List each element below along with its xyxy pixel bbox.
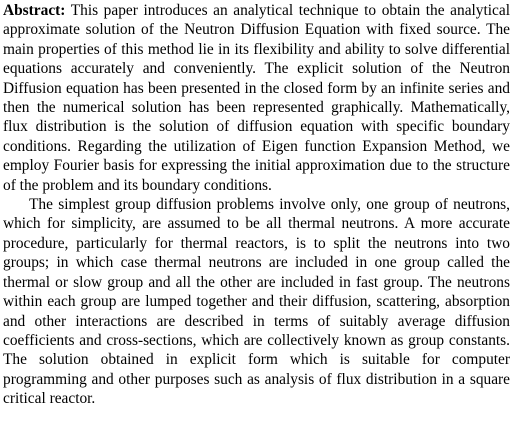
body-paragraph: The simplest group diffusion problems involve only, one group of neutrons, which for simplicity, are assumed to be all thermal neutrons. A more accurate procedure, particularly for thermal reactors, is to split the neutrons into two groups; in which case thermal neutrons are included in one group called the thermal or slow group and all the other are included in fast group. The neutrons within each group are lumped together and their diffusion, scattering, absorption and other interactions are described in terms of suitably average diffusion coefficients and cross-sections, which are collectively known as group constants. The solution obtained in explicit form which is suitable for computer programming and other purposes such as analysis of flux distribution in a square critical reactor. bbox=[3, 196, 510, 408]
abstract-label: Abstract: bbox=[3, 2, 66, 19]
abstract-paragraph bbox=[3, 1, 510, 195]
abstract-text: This paper introduces an analytical technique to obtain the analytical approximate solution of the Neutron Diffusion Equation with fixed source. The main properties of this method lie in its flexibility and ability to solve differential equations accurately and conveniently. The explicit solution of the Neutron Diffusion equation has been presented in the closed form by an infinite series and then the numerical solution has been represented graphically. Mathematically, flux distribution is the solution of diffusion equation with specific boundary conditions. Regarding the utilization of Eigen function Expansion Method, we employ Fourier basis for expressing the initial approximation due to the structure of the problem and its boundary conditions. bbox=[3, 2, 510, 194]
